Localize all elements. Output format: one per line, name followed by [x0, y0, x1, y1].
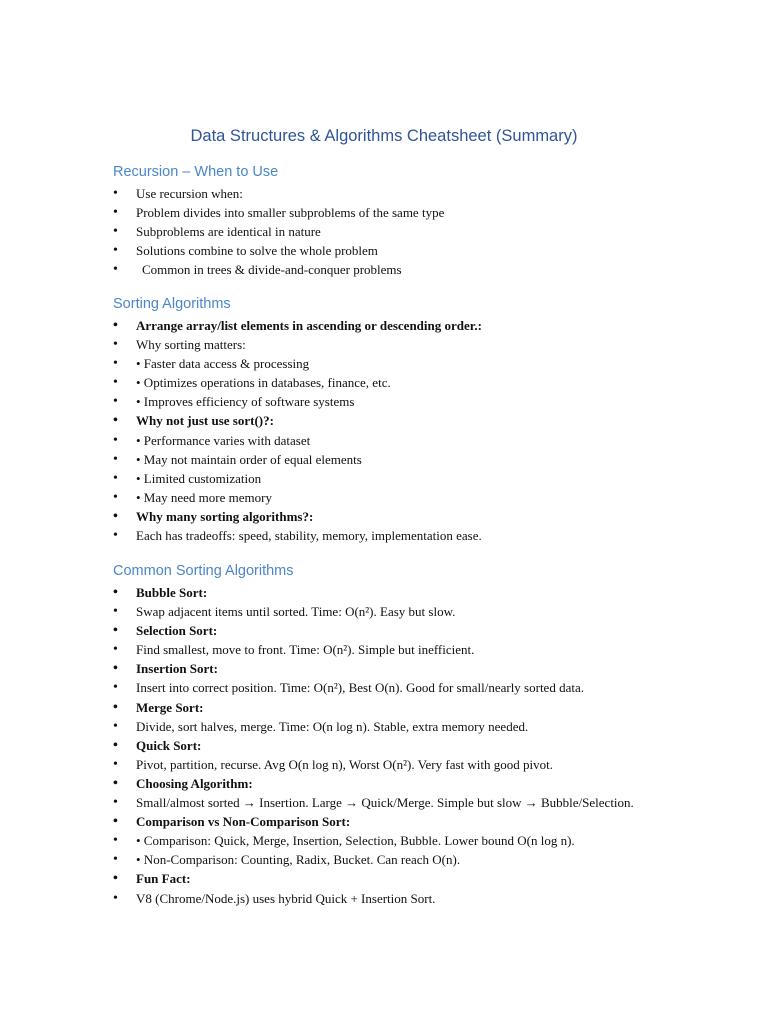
bullet-list: [113, 184, 753, 279]
list-item: • Solutions combine to solve the whole problem: [113, 241, 753, 260]
list-item: • • Performance varies with dataset: [113, 431, 753, 450]
list-item: • Choosing Algorithm:: [113, 774, 753, 793]
list-item: • Fun Fact:: [113, 869, 753, 888]
list-item: • • Non-Comparison: Counting, Radix, Bucket. Can reach O(n).: [113, 850, 753, 869]
list-item: • Why many sorting algorithms?:: [113, 507, 753, 526]
list-item: • Insertion Sort:: [113, 659, 753, 678]
list-item: • Pivot, partition, recurse. Avg O(n log n), Worst O(n²). Very fast with good pivot.: [113, 755, 753, 774]
list-item: • Problem divides into smaller subproblems of the same type: [113, 203, 753, 222]
section-recursion: [113, 162, 753, 279]
list-item: • • Improves efficiency of software systems: [113, 392, 753, 411]
list-item: • Use recursion when:: [113, 184, 753, 203]
list-item: • Why not just use sort()?:: [113, 411, 753, 430]
list-item: • Divide, sort halves, merge. Time: O(n log n). Stable, extra memory needed.: [113, 717, 753, 736]
list-item: • Quick Sort:: [113, 736, 753, 755]
list-item: • Selection Sort:: [113, 621, 753, 640]
list-item: • Comparison vs Non-Comparison Sort:: [113, 812, 753, 831]
list-item: • V8 (Chrome/Node.js) uses hybrid Quick + Insertion Sort.: [113, 889, 753, 908]
list-item: • Why sorting matters:: [113, 335, 753, 354]
list-item: [113, 260, 753, 279]
list-item: • Swap adjacent items until sorted. Time: O(n²). Easy but slow.: [113, 602, 753, 621]
list-item: • Small/almost sorted → Insertion. Large → Quick/Merge. Simple but slow → Bubble/Selection.: [113, 793, 636, 812]
list-item: • Insert into correct position. Time: O(n²), Best O(n). Good for small/nearly sorted data.: [113, 678, 753, 697]
list-item: • • May not maintain order of equal elements: [113, 450, 753, 469]
list-item: • • Faster data access & processing: [113, 354, 753, 373]
list-item: • • Limited customization: [113, 469, 753, 488]
section-common-sorting-algorithms: [113, 561, 753, 908]
list-item: • • Optimizes operations in databases, finance, etc.: [113, 373, 753, 392]
list-item: • Arrange array/list elements in ascending or descending order.:: [113, 316, 753, 335]
list-item: • Subproblems are identical in nature: [113, 222, 753, 241]
list-item: • Merge Sort:: [113, 698, 753, 717]
section-sorting-algorithms: [113, 294, 753, 545]
document-title: Data Structures & Algorithms Cheatsheet (Summary): [190, 127, 578, 145]
list-item: • • May need more memory: [113, 488, 753, 507]
section-heading: Recursion – When to Use: [113, 164, 279, 180]
section-heading: Common Sorting Algorithms: [113, 563, 294, 579]
bullet-list: [113, 583, 753, 908]
list-item: • Bubble Sort:: [113, 583, 753, 602]
list-item-text: Common in trees & divide-and-conquer problems: [142, 262, 402, 278]
list-item: • • Comparison: Quick, Merge, Insertion, Selection, Bubble. Lower bound O(n log n).: [113, 831, 753, 850]
bullet-list: [113, 316, 753, 545]
section-heading: Sorting Algorithms: [113, 296, 231, 312]
list-item: • Each has tradeoffs: speed, stability, memory, implementation ease.: [113, 526, 753, 545]
list-item: • Find smallest, move to front. Time: O(n²). Simple but inefficient.: [113, 640, 753, 659]
